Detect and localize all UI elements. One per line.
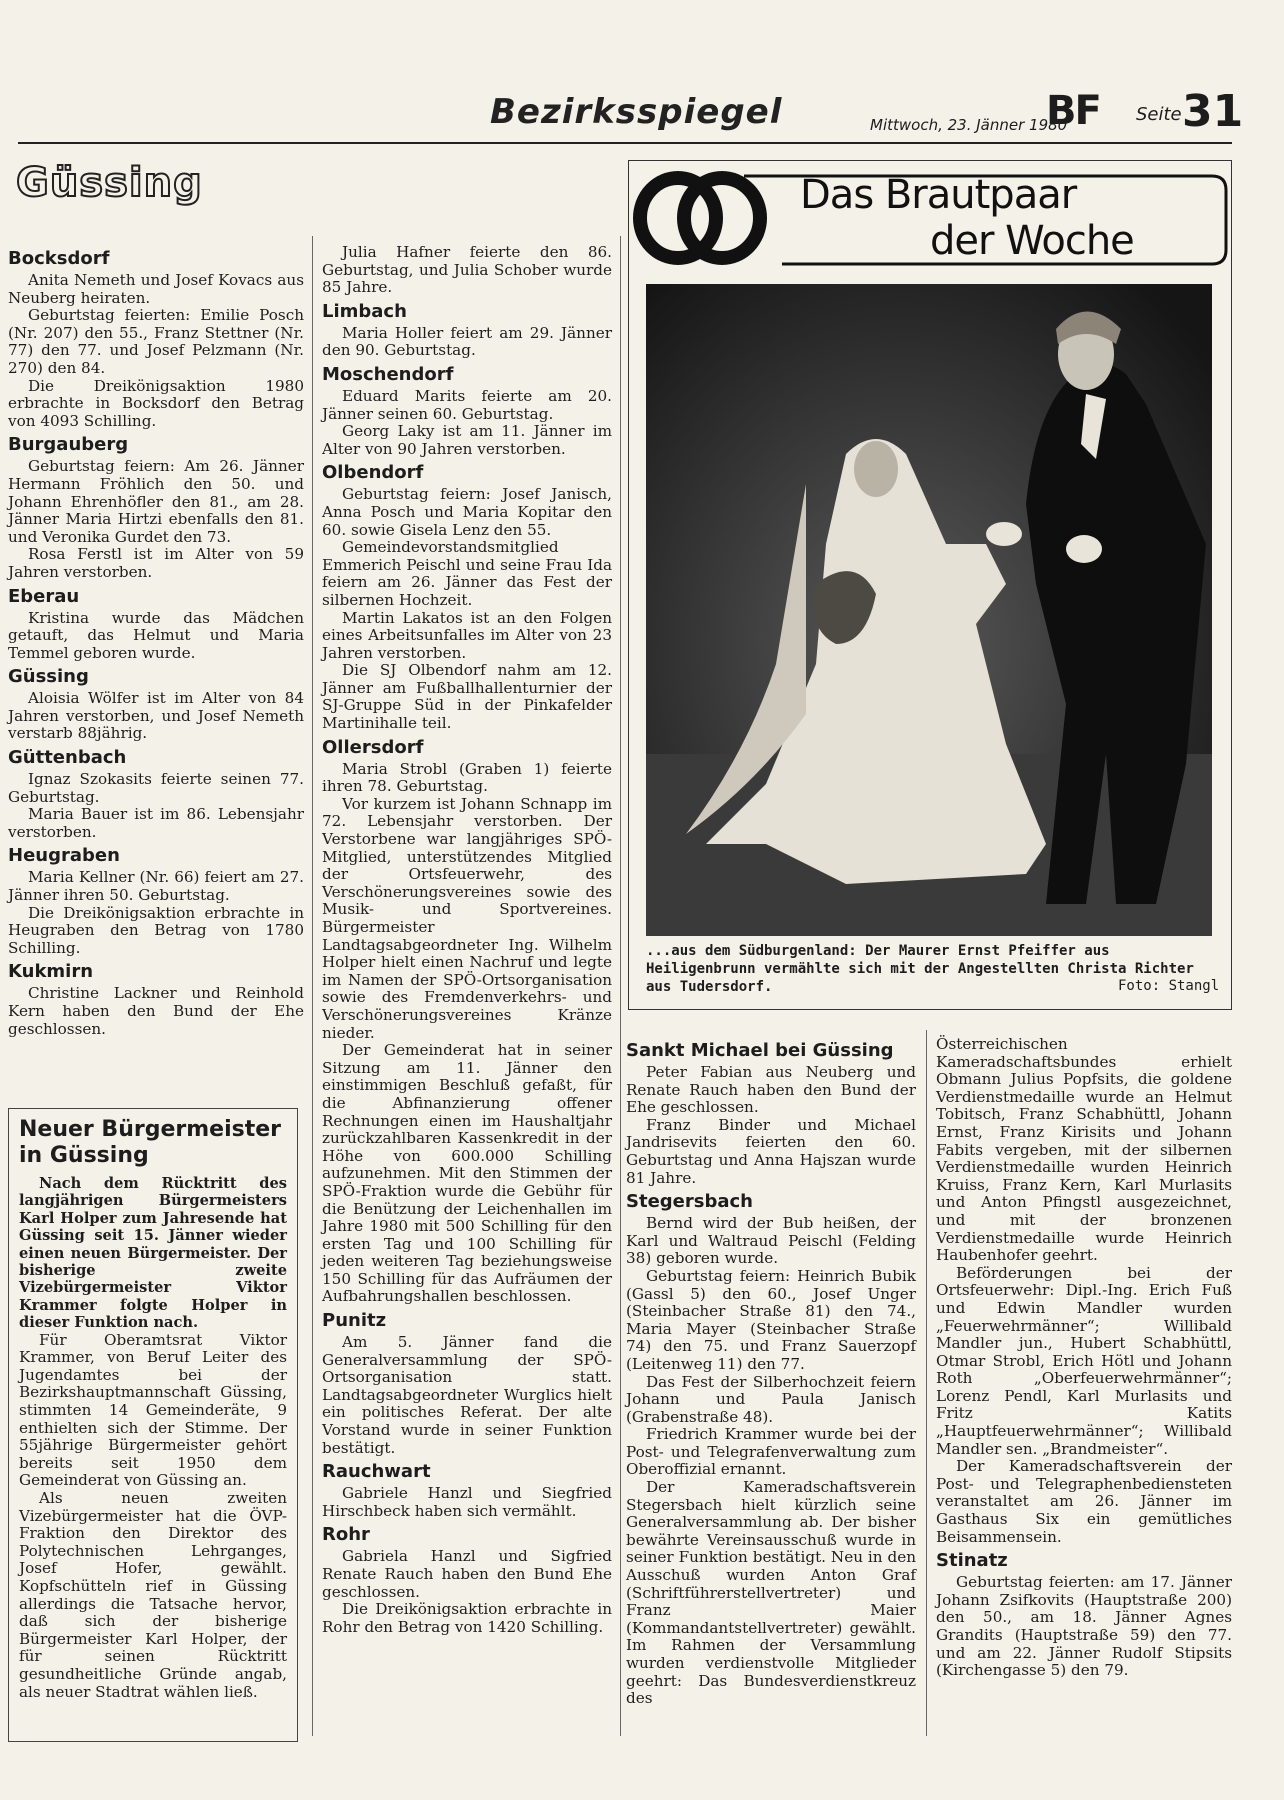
section-title: Bezirksspiegel (490, 92, 783, 132)
news-paragraph: Eduard Marits feierte am 20. Jänner seinen 60. Geburtstag. (322, 386, 612, 423)
photo-caption: ...aus dem Südburgenland: Der Maurer Ernst Pfeiffer aus Heiligenbrunn vermählte sich mit der Angestellten Christa Richter aus Tudersdorf. (646, 943, 1194, 995)
news-paragraph: Gemeindevorstandsmitglied Emmerich Peischl und seine Frau Ida feiern am 26. Jänner das Fest der silbernen Hochzeit. (322, 538, 612, 609)
news-paragraph: Vor kurzem ist Johann Schnapp im 72. Lebensjahr verstorben. Der Verstorbene war langjähriges SPÖ-Mitglied, unterstützendes Mitglied der Ortsfeuerwehr, des Verschönerungsvereines sowie des Musik- und Sportvereines. Bürgermeister Landtagsabgeordneter Ing. Wilhelm Holper hielt einen Nachruf und legte im Namen der SPÖ-Ortsorganisation sowie des Fremdenverkehrs- und Verschönerungsvereines Kränze nieder. (322, 794, 612, 1042)
news-column-4 (936, 1036, 1232, 1680)
news-paragraph: Maria Strobl (Graben 1) feierte ihren 78. Geburtstag. (322, 759, 612, 796)
news-paragraph: Peter Fabian aus Neuberg und Renate Rauch haben den Bund der Ehe geschlossen. (626, 1063, 916, 1117)
column-divider (926, 1030, 927, 1736)
news-paragraph: Die Dreikönigsaktion erbrachte in Heugraben den Betrag von 1780 Schilling. (8, 903, 304, 957)
news-paragraph: Österreichischen Kameradschaftsbundes erhielt Obmann Julius Popfsits, die goldene Verdienstmedaille wurde an Helmut Tobitsch, Franz Schabhüttl, Johann Ernst, Franz Kirisits und Johann Fabits vergeben, mit der silbernen Verdienstmedaille wurden Heinrich Kruiss, Franz Kern, Karl Murlasits und Anton Pfingstl ausgezeichnet, und mit der bronzenen Verdienstmedaille wurde Heinrich Haubenhofer geehrt. (936, 1035, 1232, 1265)
column-divider (620, 236, 621, 1736)
news-paragraph: Geburtstag feiern: Am 26. Jänner Hermann Fröhlich den 50. und Johann Ehrenhöfler den 81., am 28. Jänner Maria Hirtzi ebenfalls den 81. und Veronika Gurdet den 73. (8, 457, 304, 546)
header-rule (18, 142, 1232, 144)
region-title: Güssing (16, 160, 203, 206)
place-heading: Eberau (8, 585, 80, 607)
news-paragraph: Maria Holler feiert am 29. Jänner den 90. Geburtstag. (322, 323, 612, 360)
news-paragraph: Der Kameradschaftsverein der Post- und Telegraphenbediensteten veranstaltet am 26. Jänner im Gasthaus Six ein gemütliches Beisammensein. (936, 1457, 1232, 1546)
news-paragraph: Maria Kellner (Nr. 66) feiert am 27. Jänner ihren 50. Geburtstag. (8, 868, 304, 905)
place-heading: Punitz (322, 1310, 387, 1332)
news-paragraph: Geburtstag feiern: Heinrich Bubik (Gassl 5) den 60., Josef Unger (Steinbacher Straße 81) den 74., Maria Mayer (Steinbacher Straße 74) den 75. und Franz Sauerzopf (Leitenweg 11) den 77. (626, 1266, 916, 1373)
article-paragraph: Als neuen zweiten Vizebürgermeister hat die ÖVP-Fraktion den Direktor des Polytechnischen Lehrganges, Josef Hofer, gewählt. Kopfschütteln rief in Güssing allerdings die Tatsache hervor, daß sich der bisherige Bürgermeister Karl Holper, der für seinen Rücktritt gesundheitliche Gründe angab, als neuer Stadtrat wählen ließ. (19, 1489, 287, 1701)
place-heading: Limbach (322, 300, 407, 322)
brautpaar-title-line: Das Brautpaar (800, 172, 1077, 218)
news-paragraph: Ignaz Szokasits feierte seinen 77. Geburtstag. (8, 770, 304, 806)
article-headline: Neuer Bürgermeister in Güssing (19, 1117, 281, 1168)
news-column-1 (8, 244, 304, 1038)
news-column-3 (626, 1036, 916, 1708)
news-paragraph: Der Kameradschaftsverein Stegersbach hielt kürzlich seine Generalversammlung ab. Der bisher bewährte Vereinsausschuß wurde in seiner Funktion bestätigt. Neu in den Ausschuß wurden Anton Graf (Schriftführerstellvertreter) und Franz Maier (Kommandantstellvertreter) gewählt. Im Rahmen der Versammlung wurden verdienstvolle Mitglieder geehrt: Das Bundesverdienstkreuz des (626, 1478, 916, 1708)
news-paragraph: Christine Lackner und Reinhold Kern haben den Bund der Ehe geschlossen. (8, 984, 304, 1038)
page-label: Seite (1136, 104, 1182, 125)
news-paragraph: Gabriela Hanzl und Sigfried Renate Rauch haben den Bund Ehe geschlossen. (322, 1547, 612, 1601)
page-header (0, 0, 1284, 150)
place-heading: Güttenbach (8, 747, 127, 769)
place-heading: Güssing (8, 666, 89, 688)
article-lead: Nach dem Rücktritt des langjährigen Bürgermeisters Karl Holper zum Jahresende hat Güssing seit 15. Jänner wieder einen neuen Bürgermeister. Der bisherige zweite Vizebürgermeister Viktor Krammer folgte Holper in dieser Funktion nach. (19, 1175, 287, 1332)
news-paragraph: Franz Binder und Michael Jandrisevits feierten den 60. Geburtstag und Anna Hajszan wurde 81 Jahre. (626, 1115, 916, 1187)
news-paragraph: Geburtstag feiern: Josef Janisch, Anna Posch und Maria Kopitar den 60. sowie Gisela Lenz den 55. (322, 485, 612, 539)
place-heading: Rauchwart (322, 1461, 431, 1483)
photo-credit: Foto: Stangl (1118, 978, 1220, 994)
news-paragraph: Georg Laky ist am 11. Jänner im Alter von 90 Jahren verstorben. (322, 422, 612, 458)
news-column-2 (322, 244, 612, 1636)
place-heading: Ollersdorf (322, 736, 424, 758)
news-paragraph: Martin Lakatos ist an den Folgen eines Arbeitsunfalles im Alter von 23 Jahren verstorben. (322, 608, 612, 662)
news-paragraph: Gabriele Hanzl und Siegfried Hirschbeck haben sich vermählt. (322, 1484, 612, 1520)
place-heading: Stegersbach (626, 1191, 753, 1213)
news-paragraph: Aloisia Wölfer ist im Alter von 84 Jahren verstorben, und Josef Nemeth verstarb 88jährig. (8, 689, 304, 743)
place-heading: Burgauberg (8, 434, 129, 456)
news-paragraph: Beförderungen bei der Ortsfeuerwehr: Dipl.-Ing. Erich Fuß und Edwin Mandler wurden „Feuerwehrmänner“; Willibald Mandler jun., Hubert Schabhüttl, Otmar Strobl, Erich Hötl und Johann Roth „Oberfeuerwehrmänner“; Lorenz Pendl, Karl Murlasits und Fritz Katits „Hauptfeuerwehrmänner“; Willibald Mandler sen. „Brandmeister“. (936, 1263, 1232, 1458)
news-paragraph: Geburtstag feierten: am 17. Jänner Johann Zsifkovits (Hauptstraße 200) den 50., am 18. Jänner Agnes Grandits (Hauptstraße 59) den 77. und am 22. Jänner Rudolf Stipsits (Kirchengasse 5) den 79. (936, 1573, 1232, 1680)
place-heading: Rohr (322, 1524, 370, 1546)
news-paragraph: Am 5. Jänner fand die Generalversammlung der SPÖ-Ortsorganisation statt. Landtagsabgeordneter Wurglics hielt ein politisches Referat. Der alte Vorstand wurde in seiner Funktion bestätigt. (322, 1333, 612, 1457)
article-paragraph: Für Oberamtsrat Viktor Krammer, von Beruf Leiter des Jugendamtes bei der Bezirkshauptmannschaft Güssing, stimmten 14 Gemeinderäte, 9 enthielten sich der Stimme. Der 55jährige Bürgermeister gehört bereits seit 1950 dem Gemeinderat von Güssing an. (19, 1330, 287, 1490)
news-paragraph: Die Dreikönigsaktion erbrachte in Rohr den Betrag von 1420 Schilling. (322, 1600, 612, 1636)
place-heading: Moschendorf (322, 363, 454, 385)
brautpaar-title (800, 172, 1134, 264)
news-paragraph: Der Gemeinderat hat in seiner Sitzung am 11. Jänner den einstimmigen Beschluß gefaßt, für die Abfinanzierung offener Rechnungen einen im Haushaltjahr zurückzahlbaren Kassenkredit in der Höhe von 600.000 Schilling aufzunehmen. Mit den Stimmen der SPÖ-Fraktion wurde die Gebühr für die Benützung der Leichenhallen im Jahre 1980 mit 500 Schilling für den ersten Tag und 100 Schilling für jeden weiteren Tag beziehungsweise 150 Schilling für das Aufräumen der Aufbahrungshallen beschlossen. (322, 1041, 612, 1306)
place-heading: Kukmirn (8, 961, 94, 983)
place-heading: Sankt Michael bei Güssing (626, 1040, 894, 1061)
news-paragraph: Bernd wird der Bub heißen, der Karl und Waltraud Peischl (Felding 38) geboren wurde. (626, 1214, 916, 1268)
news-paragraph: Anita Nemeth und Josef Kovacs aus Neuberg heiraten. (8, 271, 304, 307)
page-number: 31 (1182, 86, 1244, 137)
news-paragraph: Maria Bauer ist im 86. Lebensjahr verstorben. (8, 805, 304, 841)
place-heading: Bocksdorf (8, 248, 110, 269)
wedding-photo (646, 284, 1212, 936)
news-paragraph: Die SJ Olbendorf nahm am 12. Jänner am Fußballhallenturnier der SJ-Gruppe Süd in der Pinkafelder Martinihalle teil. (322, 661, 612, 733)
news-paragraph: Julia Hafner feierte den 86. Geburtstag, und Julia Schober wurde 85 Jahre. (322, 243, 612, 297)
article-box (8, 1108, 298, 1742)
place-heading: Heugraben (8, 845, 120, 867)
place-heading: Stinatz (936, 1550, 1008, 1572)
brautpaar-title-line: der Woche (930, 218, 1134, 264)
newspaper-logo: BF (1046, 88, 1100, 134)
news-paragraph: Friedrich Krammer wurde bei der Post- und Telegrafenverwaltung zum Oberoffizial ernannt. (626, 1425, 916, 1479)
news-paragraph: Das Fest der Silberhochzeit feiern Johann und Paula Janisch (Grabenstraße 48). (626, 1372, 916, 1426)
place-heading: Olbendorf (322, 462, 424, 484)
news-paragraph: Rosa Ferstl ist im Alter von 59 Jahren verstorben. (8, 545, 304, 581)
news-paragraph: Kristina wurde das Mädchen getauft, das Helmut und Maria Temmel geboren wurde. (8, 608, 304, 662)
news-paragraph: Geburtstag feierten: Emilie Posch (Nr. 207) den 55., Franz Stettner (Nr. 77) den 77. und Josef Pelzmann (Nr. 270) den 84. (8, 306, 304, 377)
issue-date: Mittwoch, 23. Jänner 1980 (870, 116, 1068, 134)
news-paragraph: Die Dreikönigsaktion 1980 erbrachte in Bocksdorf den Betrag von 4093 Schilling. (8, 376, 304, 430)
column-divider (312, 236, 313, 1736)
